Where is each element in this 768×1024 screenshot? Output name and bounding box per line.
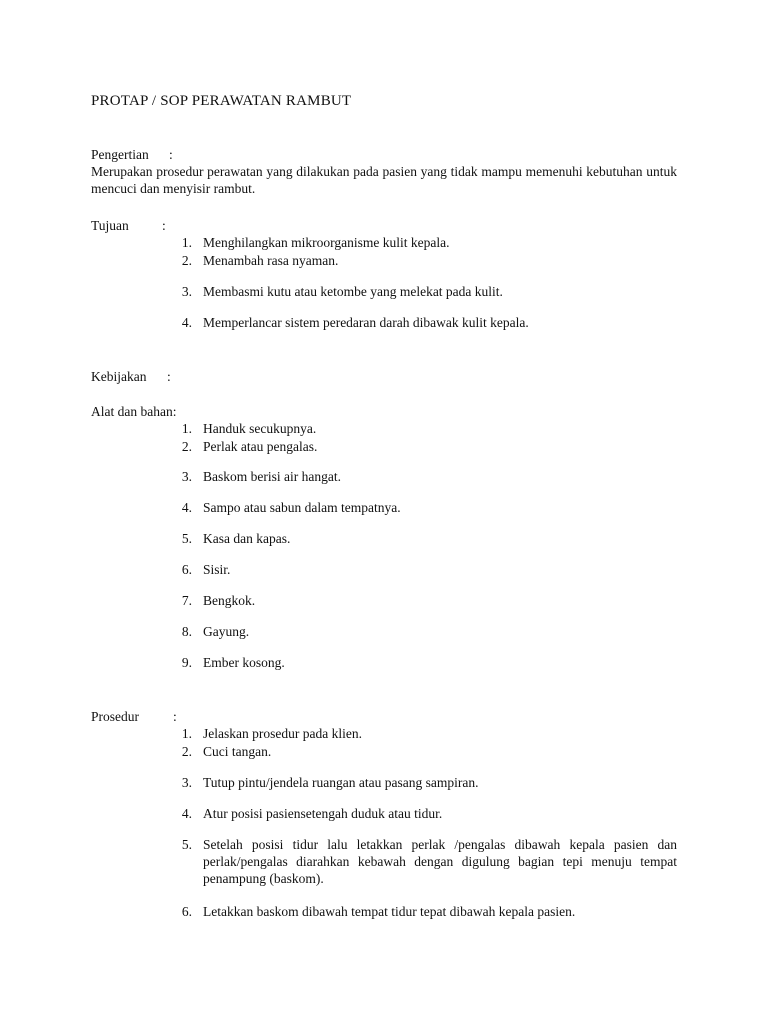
alat-item-number: 3. xyxy=(181,469,192,484)
alat-item xyxy=(178,438,677,455)
alat-item-number: 9. xyxy=(181,655,192,670)
tujuan-colon: : xyxy=(162,218,166,233)
prosedur-item xyxy=(178,805,677,822)
tujuan-item-text: Membasmi kutu atau ketombe yang melekat pada kulit. xyxy=(203,284,503,299)
prosedur-item-number: 5. xyxy=(181,837,192,852)
tujuan-item-number: 1. xyxy=(181,235,192,250)
prosedur-label: Prosedur xyxy=(91,709,139,724)
prosedur-item-number: 1. xyxy=(181,726,192,741)
alat-item xyxy=(178,654,677,671)
alat-item-text: Sisir. xyxy=(203,562,231,577)
alat-item-number: 1. xyxy=(181,421,192,436)
prosedur-item-text: Cuci tangan. xyxy=(203,744,272,759)
alat-item-number: 5. xyxy=(181,531,192,546)
alat-item-text: Handuk secukupnya. xyxy=(203,421,317,436)
alat-item-number: 7. xyxy=(181,593,192,608)
prosedur-item xyxy=(178,725,677,742)
prosedur-item-text: Jelaskan prosedur pada klien. xyxy=(203,726,362,741)
prosedur-colon: : xyxy=(173,709,177,724)
pengertian-label: Pengertian xyxy=(91,147,149,162)
tujuan-item-number: 4. xyxy=(181,315,192,330)
prosedur-item xyxy=(178,836,677,887)
alat-item xyxy=(178,623,677,640)
alat-item-number: 8. xyxy=(181,624,192,639)
alat-item xyxy=(178,561,677,578)
tujuan-item-number: 3. xyxy=(181,284,192,299)
alat-item-text: Ember kosong. xyxy=(203,655,285,670)
alat-item xyxy=(178,499,677,516)
tujuan-label: Tujuan xyxy=(91,218,129,233)
tujuan-item-text: Memperlancar sistem peredaran darah dibawak kulit kepala. xyxy=(203,315,529,330)
prosedur-item xyxy=(178,743,677,760)
alat-label: Alat dan bahan: xyxy=(91,404,177,419)
prosedur-item-text: Letakkan baskom dibawah tempat tidur tepat dibawah kepala pasien. xyxy=(203,904,576,919)
prosedur-item-text: Tutup pintu/jendela ruangan atau pasang sampiran. xyxy=(203,775,479,790)
prosedur-item-text: Atur posisi pasiensetengah duduk atau tidur. xyxy=(203,806,443,821)
alat-item xyxy=(178,468,677,485)
document-title: PROTAP / SOP PERAWATAN RAMBUT xyxy=(91,93,352,109)
alat-item-text: Perlak atau pengalas. xyxy=(203,439,318,454)
kebijakan-label: Kebijakan xyxy=(91,369,147,384)
prosedur-item-number: 3. xyxy=(181,775,192,790)
tujuan-item xyxy=(178,252,677,269)
alat-item-number: 4. xyxy=(181,500,192,515)
alat-item xyxy=(178,530,677,547)
alat-item xyxy=(178,592,677,609)
prosedur-item xyxy=(178,774,677,791)
pengertian-text: Merupakan prosedur perawatan yang dilakukan pada pasien yang tidak mampu memenuhi kebutuhan untuk mencuci dan menyisir rambut. xyxy=(91,164,677,196)
alat-item-text: Sampo atau sabun dalam tempatnya. xyxy=(203,500,401,515)
alat-item-text: Gayung. xyxy=(203,624,250,639)
prosedur-item-number: 6. xyxy=(181,904,192,919)
tujuan-item-number: 2. xyxy=(181,253,192,268)
tujuan-item xyxy=(178,234,677,251)
alat-item-number: 2. xyxy=(181,439,192,454)
alat-item-text: Kasa dan kapas. xyxy=(203,531,291,546)
tujuan-item-text: Menambah rasa nyaman. xyxy=(203,253,339,268)
alat-item-text: Baskom berisi air hangat. xyxy=(203,469,341,484)
prosedur-item-text: Setelah posisi tidur lalu letakkan perlak /pengalas dibawah kepala pasien dan perlak/pengalas diarahkan kebawah dengan digulung bagian tepi menuju tempat penampung (baskom). xyxy=(203,837,677,886)
alat-item-text: Bengkok. xyxy=(203,593,256,608)
alat-item xyxy=(178,420,677,437)
prosedur-item-number: 4. xyxy=(181,806,192,821)
tujuan-item-text: Menghilangkan mikroorganisme kulit kepala. xyxy=(203,235,450,250)
alat-item-number: 6. xyxy=(181,562,192,577)
kebijakan-colon: : xyxy=(167,369,171,384)
prosedur-item-number: 2. xyxy=(181,744,192,759)
tujuan-item xyxy=(178,283,677,300)
prosedur-item xyxy=(178,903,677,920)
tujuan-item xyxy=(178,314,677,331)
pengertian-colon: : xyxy=(169,147,173,162)
